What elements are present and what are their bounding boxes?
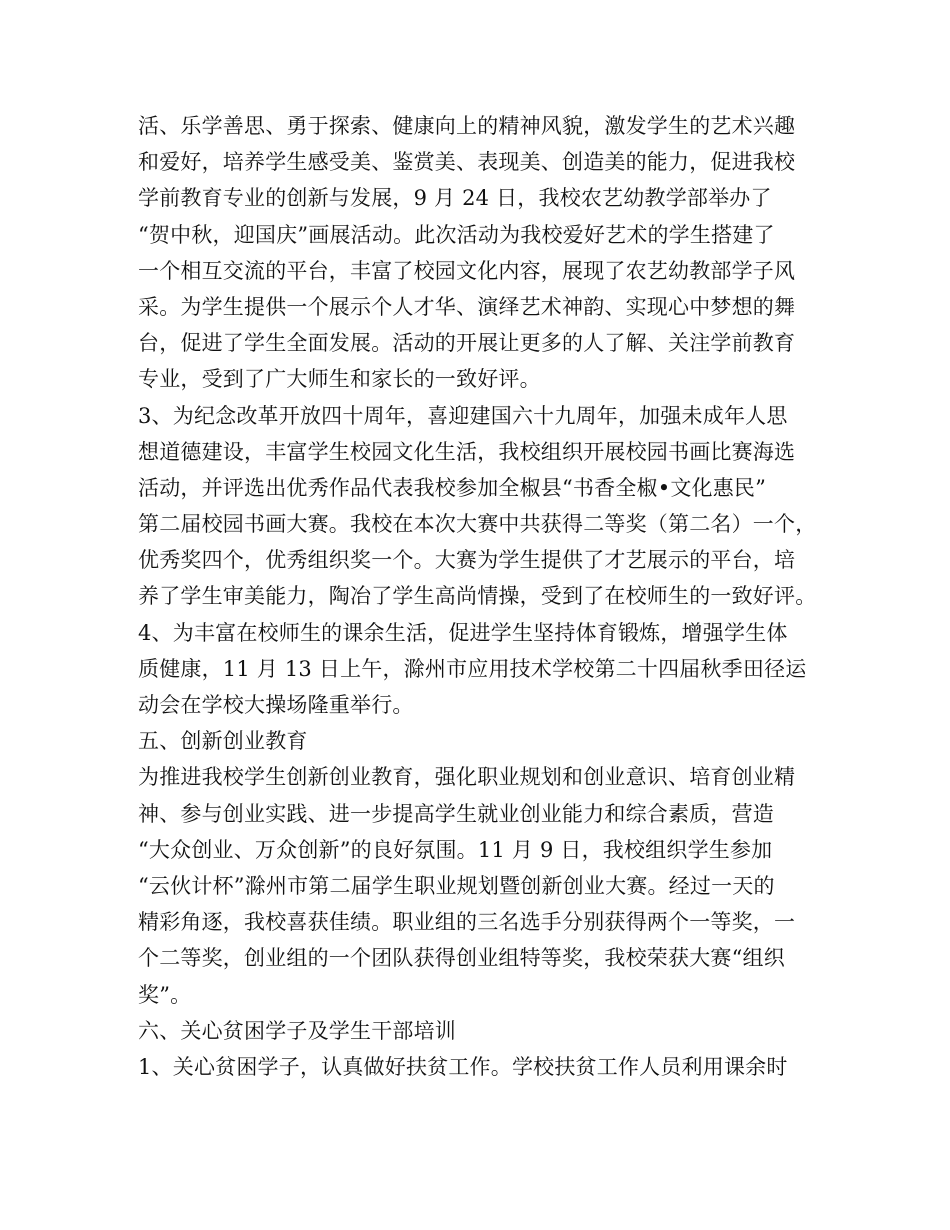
text-line: “云伙计杯”滁州市第二届学生职业规划暨创新创业大赛。经过一天的 [138,873,775,898]
section-heading: 六、关心贫困学子及学生干部培训 [138,1018,456,1043]
text-line: “大众创业、万众创新”的良好氛围。11 月 9 日，我校组织学生参加 [138,837,773,862]
text-line: 一个相互交流的平台，丰富了校园文化内容，展现了农艺幼教部学子风 [138,258,796,283]
text-line: “贺中秋，迎国庆”画展活动。此次活动为我校爱好艺术的学生搭建了 [138,222,775,247]
text-line: 4、为丰富在校师生的课余生活，促进学生坚持体育锻炼，增强学生体 [138,620,788,645]
text-line: 和爱好，培养学生感受美、鉴赏美、表现美、创造美的能力，促进我校 [138,150,796,175]
text-line: 个二等奖，创业组的一个团队获得创业组特等奖，我校荣获大赛“组织 [138,946,785,971]
section-heading: 五、创新创业教育 [138,729,308,754]
text-line: 养了学生审美能力，陶冶了学生高尚情操，受到了在校师生的一致好评。 [138,584,817,609]
text-line: 精彩角逐，我校喜获佳绩。职业组的三名选手分别获得两个一等奖，一 [138,910,796,935]
document-body [138,108,838,1085]
text-line: 质健康，11 月 13 日上午，滁州市应用技术学校第二十四届秋季田径运 [138,656,807,681]
text-line: 活、乐学善思、勇于探索、健康向上的精神风貌，激发学生的艺术兴趣 [138,114,796,138]
text-line: 1、关心贫困学子，认真做好扶贫工作。学校扶贫工作人员利用课余时 [138,1054,788,1079]
text-line: 学前教育专业的创新与发展，9 月 24 日，我校农艺幼教学部举办了 [138,186,772,211]
text-line: 动会在学校大操场隆重举行。 [138,693,414,717]
text-line: 3、为纪念改革开放四十周年，喜迎建国六十九周年，加强未成年人思 [138,403,788,428]
text-line: 专业，受到了广大师生和家长的一致好评。 [138,367,541,392]
text-line: 采。为学生提供一个展示个人才华、演绎艺术神韵、实现心中梦想的舞 [138,294,796,319]
text-line: 活动，并评选出优秀作品代表我校参加全椒县“书香全椒•文化惠民” [138,475,767,500]
text-line: 台，促进了学生全面发展。活动的开展让更多的人了解、关注学前教育 [138,331,796,356]
text-line: 想道德建设，丰富学生校园文化生活，我校组织开展校园书画比赛海选 [138,439,796,464]
text-line: 优秀奖四个，优秀组织奖一个。大赛为学生提供了才艺展示的平台，培 [138,548,796,573]
text-line: 神、参与创业实践、进一步提高学生就业创业能力和综合素质，营造 [138,801,774,826]
text-line: 第二届校园书画大赛。我校在本次大赛中共获得二等奖（第二名）一个， [138,512,817,537]
text-line: 奖”。 [138,982,192,1007]
text-line: 为推进我校学生创新创业教育，强化职业规划和创业意识、培育创业精 [138,765,796,790]
